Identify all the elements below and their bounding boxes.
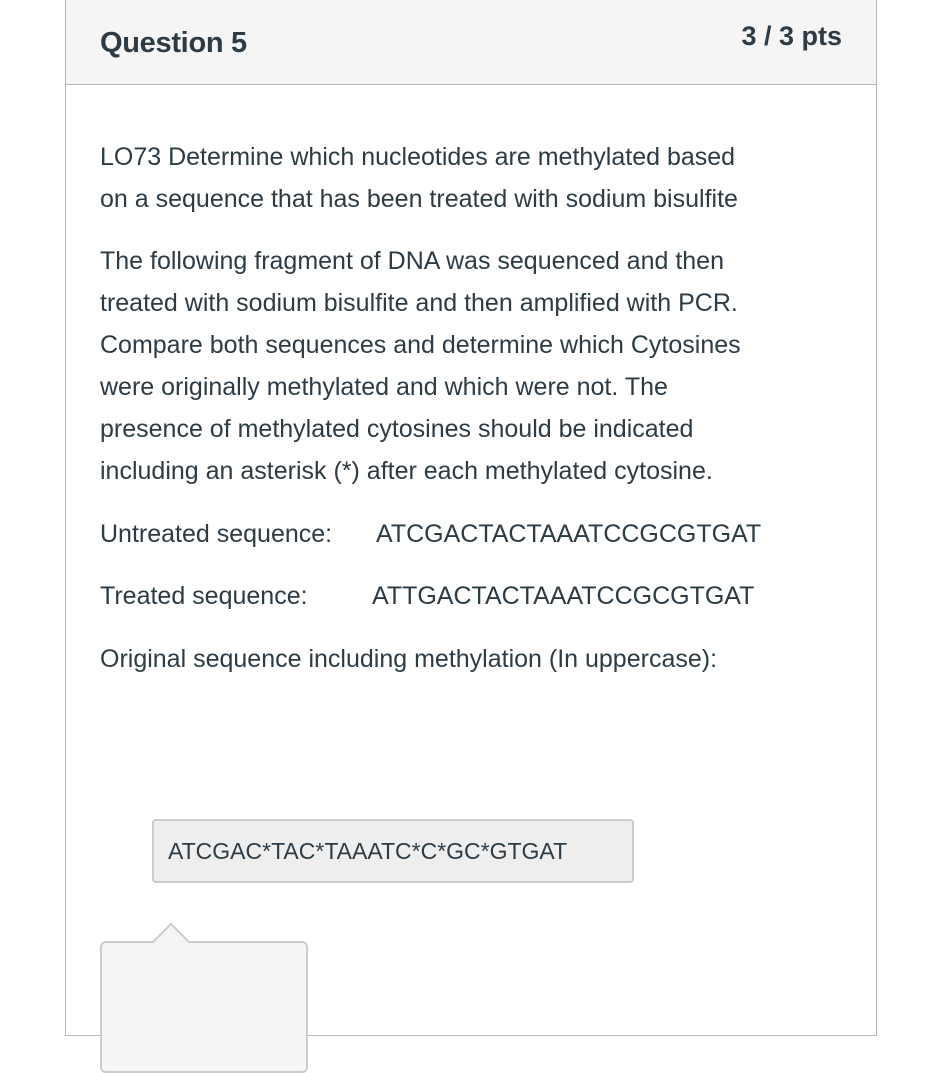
treated-sequence-row xyxy=(100,575,755,617)
comment-pointer xyxy=(153,923,190,960)
objective-line: LO73 Determine which nucleotides are methylated based xyxy=(100,143,736,171)
untreated-sequence-value: ATCGACTACTAAATCCGCGTGAT xyxy=(376,520,762,548)
original-sequence-label: Original sequence including methylation (In uppercase): xyxy=(100,645,718,673)
answer-input[interactable]: ATCGAC*TAC*TAAATC*C*GC*GTGAT xyxy=(152,819,634,883)
objective-line: on a sequence that has been treated with sodium bisulfite xyxy=(100,185,738,213)
prompt-line: treated with sodium bisulfite and then amplified with PCR. xyxy=(100,289,738,317)
treated-sequence-value: ATTGACTACTAAATCCGCGTGAT xyxy=(372,582,755,610)
untreated-sequence-label: Untreated sequence: xyxy=(100,520,333,548)
question-points: 3 / 3 pts xyxy=(741,21,842,51)
prompt-line: The following fragment of DNA was sequenced and then xyxy=(100,247,724,275)
prompt-line: presence of methylated cytosines should be indicated xyxy=(100,415,694,443)
question-prompt xyxy=(100,240,840,492)
treated-sequence-label: Treated sequence: xyxy=(100,582,308,610)
question-title: Question 5 xyxy=(100,27,247,59)
prompt-line: including an asterisk (*) after each methylated cytosine. xyxy=(100,457,713,485)
question-header xyxy=(66,0,876,85)
prompt-line: Compare both sequences and determine which Cytosines xyxy=(100,331,741,359)
prompt-line: were originally methylated and which were not. The xyxy=(100,373,668,401)
untreated-sequence-row xyxy=(100,513,762,555)
question-card xyxy=(65,0,877,1036)
learning-objective xyxy=(100,136,840,220)
comment-box[interactable] xyxy=(100,941,308,1073)
